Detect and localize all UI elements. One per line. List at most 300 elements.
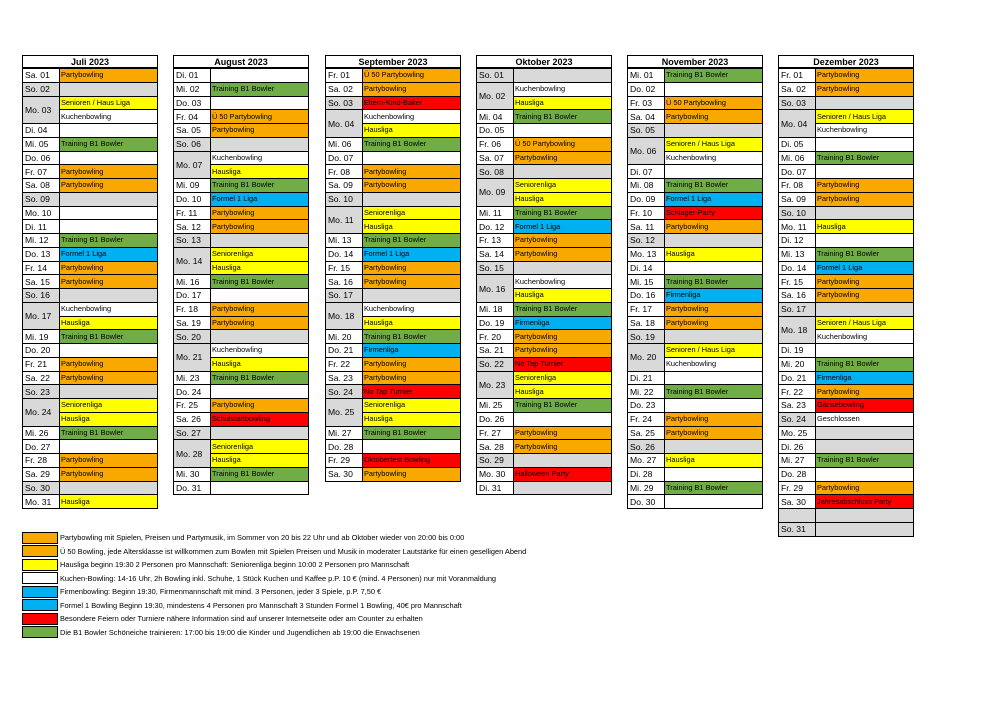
day-row: [779, 467, 914, 481]
day-row: [23, 289, 158, 303]
day-label: Mo. 04: [779, 110, 816, 138]
day-row: [174, 275, 309, 289]
day-row: [326, 137, 461, 151]
event-cell: Formel 1 Liga: [60, 247, 158, 261]
day-label: Mo. 25: [779, 426, 816, 440]
event-cell: Kuchenbowling: [60, 302, 158, 316]
day-row: [628, 69, 763, 83]
legend-swatch: [22, 586, 58, 598]
event-cell: [816, 426, 914, 440]
day-row: [174, 234, 309, 248]
day-row: [779, 522, 914, 536]
event-cell: Partybowling: [514, 440, 612, 454]
day-label: Do. 05: [477, 124, 514, 138]
legend-swatch: [22, 626, 58, 638]
day-row: [174, 399, 309, 413]
event-cell: Kuchenbowling: [665, 151, 763, 165]
event-cell: [665, 330, 763, 344]
day-label: Di. 04: [23, 124, 60, 138]
event-cell: Hausliga: [665, 454, 763, 468]
day-label: Fr. 11: [174, 206, 211, 220]
day-label: Sa. 23: [326, 371, 363, 385]
legend-row: [22, 572, 526, 586]
day-row: [779, 495, 914, 509]
day-row: [779, 206, 914, 220]
day-label: Sa. 16: [326, 275, 363, 289]
day-label: Sa. 08: [23, 179, 60, 193]
day-label: Do. 21: [326, 344, 363, 358]
day-row: [174, 192, 309, 206]
day-row: [779, 357, 914, 371]
day-label: Sa. 21: [477, 344, 514, 358]
day-label: Fr. 15: [326, 261, 363, 275]
event-cell: Schulstartbowling: [211, 412, 309, 426]
day-label: Mi. 30: [174, 467, 211, 481]
day-label: Fr. 07: [23, 165, 60, 179]
event-cell: [665, 399, 763, 413]
event-cell: Partybowling: [60, 165, 158, 179]
event-cell: Partybowling: [363, 357, 461, 371]
event-cell: Firmenliga: [665, 289, 763, 303]
day-label: Fr. 01: [779, 69, 816, 83]
day-label: Di. 01: [174, 69, 211, 83]
event-cell: Hausliga: [211, 357, 309, 371]
event-cell: Training B1 Bowler: [816, 247, 914, 261]
event-cell: [60, 206, 158, 220]
day-label: Do. 10: [174, 192, 211, 206]
day-row: [326, 454, 461, 468]
day-label: [779, 509, 816, 523]
day-row: [174, 179, 309, 193]
legend-row: [22, 585, 526, 599]
day-label: Mi. 20: [779, 357, 816, 371]
day-row: [326, 69, 461, 83]
event-cell: Partybowling: [816, 481, 914, 495]
day-row: [779, 82, 914, 96]
event-cell: [211, 69, 309, 83]
legend-text: Ü 50 Bowling, jede Altersklasse ist willkommen zum Bowlen mit Spielen Preisen und Musik in moderater Lautstärke für einen geselligen Abend: [60, 546, 527, 556]
event-cell: Hausliga: [363, 220, 461, 234]
event-cell: Partybowling: [363, 275, 461, 289]
event-cell: Training B1 Bowler: [363, 234, 461, 248]
day-row: [628, 192, 763, 206]
event-cell: Training B1 Bowler: [211, 179, 309, 193]
day-label: Sa. 18: [628, 316, 665, 330]
month-title: Oktober 2023: [476, 55, 612, 68]
day-label: So. 09: [23, 192, 60, 206]
legend-text: Besondere Feiern oder Turniere nähere Information sind auf unserer Internetseite oder am Counter zu erhalten: [60, 614, 423, 624]
day-label: Mo. 21: [174, 344, 211, 372]
day-row: [23, 440, 158, 454]
day-label: Sa. 11: [628, 220, 665, 234]
event-cell: Training B1 Bowler: [514, 399, 612, 413]
day-row: [628, 137, 763, 151]
event-cell: Seniorenliga: [514, 179, 612, 193]
event-cell: Hausliga: [514, 192, 612, 206]
legend-swatch: [22, 599, 58, 611]
day-label: Fr. 24: [628, 412, 665, 426]
day-label: Mi. 29: [628, 481, 665, 495]
event-cell: Partybowling: [514, 330, 612, 344]
day-row: [477, 357, 612, 371]
day-label: Mi. 02: [174, 82, 211, 96]
day-label: Fr. 28: [23, 454, 60, 468]
event-cell: Partybowling: [211, 220, 309, 234]
day-label: So. 23: [23, 385, 60, 399]
day-row: [326, 467, 461, 481]
day-label: Mi. 06: [326, 137, 363, 151]
day-row: [779, 371, 914, 385]
event-cell: Ü 50 Partybowling: [665, 96, 763, 110]
day-row: [477, 151, 612, 165]
day-label: Fr. 10: [628, 206, 665, 220]
month-table: [778, 68, 914, 537]
event-cell: Partybowling: [514, 344, 612, 358]
day-row: [174, 247, 309, 261]
month-5: [778, 55, 914, 537]
day-label: Mo. 18: [779, 316, 816, 344]
event-cell: [514, 165, 612, 179]
event-cell: Formel 1 Liga: [665, 192, 763, 206]
day-row: [477, 234, 612, 248]
event-cell: Partybowling: [665, 220, 763, 234]
day-row: [628, 399, 763, 413]
day-label: Sa. 05: [174, 124, 211, 138]
event-cell: Formel 1 Liga: [211, 192, 309, 206]
event-cell: Partybowling: [816, 179, 914, 193]
event-cell: [665, 165, 763, 179]
day-label: Mo. 03: [23, 96, 60, 124]
event-cell: Kuchenbowling: [665, 357, 763, 371]
day-label: Do. 30: [628, 495, 665, 509]
day-label: Mo. 31: [23, 495, 60, 509]
day-label: Fr. 08: [779, 179, 816, 193]
day-row: [174, 426, 309, 440]
day-label: Sa. 09: [326, 179, 363, 193]
event-cell: Schlager-Party: [665, 206, 763, 220]
day-row: [628, 454, 763, 468]
day-label: So. 03: [779, 96, 816, 110]
event-cell: Eltern-Kind-Baker: [363, 96, 461, 110]
event-cell: Senioren / Haus Liga: [816, 110, 914, 124]
day-label: Do. 09: [628, 192, 665, 206]
legend-text: Firmenbowling: Beginn 19:30, Firmenmannschaft mit mind. 3 Personen, jeder 3 Spiele, p.P. 7,50 €: [60, 587, 382, 597]
day-row: [326, 302, 461, 316]
day-row: [628, 179, 763, 193]
event-cell: Partybowling: [665, 412, 763, 426]
day-label: Di. 21: [628, 371, 665, 385]
day-row: [326, 344, 461, 358]
event-cell: Formel 1 Liga: [514, 220, 612, 234]
event-cell: Training B1 Bowler: [363, 426, 461, 440]
event-cell: Jahresabschluss Party: [816, 495, 914, 509]
event-cell: [665, 371, 763, 385]
day-label: Mi. 19: [23, 330, 60, 344]
day-label: So. 05: [628, 124, 665, 138]
event-cell: [816, 522, 914, 536]
event-cell: Training B1 Bowler: [816, 357, 914, 371]
legend-swatch: [22, 572, 58, 584]
event-cell: Oktoberfest Bowling: [363, 454, 461, 468]
event-cell: Training B1 Bowler: [514, 206, 612, 220]
day-row: [23, 165, 158, 179]
day-row: [477, 206, 612, 220]
day-label: Do. 14: [779, 261, 816, 275]
event-cell: Formel 1 Liga: [816, 261, 914, 275]
day-row: [779, 412, 914, 426]
day-label: Do. 07: [326, 151, 363, 165]
day-label: So. 10: [326, 192, 363, 206]
day-label: Mi. 18: [477, 302, 514, 316]
day-label: Di. 12: [779, 234, 816, 248]
event-cell: Seniorenliga: [60, 399, 158, 413]
day-row: [326, 192, 461, 206]
day-row: [779, 302, 914, 316]
day-label: Mi. 16: [174, 275, 211, 289]
day-row: [477, 110, 612, 124]
day-row: [23, 69, 158, 83]
day-row: [628, 124, 763, 138]
event-cell: Training B1 Bowler: [363, 330, 461, 344]
month-2: [325, 55, 461, 482]
legend: [22, 531, 526, 639]
event-cell: [665, 495, 763, 509]
event-cell: Hausliga: [816, 220, 914, 234]
day-label: Do. 24: [174, 385, 211, 399]
day-row: [174, 96, 309, 110]
day-label: Di. 26: [779, 440, 816, 454]
event-cell: Partybowling: [816, 69, 914, 83]
day-label: Do. 31: [174, 481, 211, 495]
event-cell: [816, 302, 914, 316]
day-label: So. 02: [23, 82, 60, 96]
day-row: [779, 96, 914, 110]
day-label: Mo. 02: [477, 82, 514, 110]
legend-text: Die B1 Bowler Schöneiche trainieren: 17:00 bis 19:00 die Kinder und Jugendlichen ab 19:00 die Erwachsenen: [60, 627, 420, 637]
day-label: Fr. 29: [779, 481, 816, 495]
event-cell: Training B1 Bowler: [211, 275, 309, 289]
day-row: [477, 165, 612, 179]
day-row: [23, 330, 158, 344]
day-label: Mi. 27: [779, 454, 816, 468]
event-cell: Training B1 Bowler: [211, 467, 309, 481]
event-cell: Partybowling: [60, 179, 158, 193]
day-row: [174, 467, 309, 481]
day-row: [779, 151, 914, 165]
day-row: [23, 206, 158, 220]
day-label: Fr. 08: [326, 165, 363, 179]
day-label: Do. 21: [779, 371, 816, 385]
day-label: Fr. 17: [628, 302, 665, 316]
event-cell: Partybowling: [211, 206, 309, 220]
day-label: Mi. 01: [628, 69, 665, 83]
day-label: Do. 26: [477, 412, 514, 426]
day-row: [23, 454, 158, 468]
event-cell: Kuchenbowling: [60, 110, 158, 124]
event-cell: [514, 69, 612, 83]
day-row: [326, 110, 461, 124]
day-label: Mi. 12: [23, 234, 60, 248]
day-row: [174, 206, 309, 220]
day-row: [174, 385, 309, 399]
event-cell: Partybowling: [363, 261, 461, 275]
event-cell: Seniorenliga: [363, 399, 461, 413]
day-row: [326, 426, 461, 440]
day-row: [628, 412, 763, 426]
legend-swatch: [22, 613, 58, 625]
day-label: Mo. 30: [477, 467, 514, 481]
day-row: [23, 426, 158, 440]
day-label: Do. 02: [628, 82, 665, 96]
day-label: So. 06: [174, 137, 211, 151]
event-cell: [816, 137, 914, 151]
event-cell: Senioren / Haus Liga: [665, 344, 763, 358]
day-row: [326, 179, 461, 193]
day-row: [23, 481, 158, 495]
day-row: [628, 316, 763, 330]
event-cell: Firmenliga: [514, 316, 612, 330]
day-row: [477, 481, 612, 495]
month-1: [173, 55, 309, 495]
event-cell: Partybowling: [363, 82, 461, 96]
event-cell: Partybowling: [60, 275, 158, 289]
day-row: [628, 495, 763, 509]
legend-text: Kuchen-Bowling: 14-16 Uhr, 2h Bowling inkl. Schuhe, 1 Stück Kuchen und Kaffee p.P. 10 € (mind. 4 Personen) nur mit Voranmaldung: [60, 573, 497, 583]
event-cell: Hausliga: [60, 316, 158, 330]
day-row: [477, 399, 612, 413]
day-row: [477, 82, 612, 96]
event-cell: No Tap Turnier: [363, 385, 461, 399]
day-label: Mi. 22: [628, 385, 665, 399]
day-row: [779, 385, 914, 399]
event-cell: [211, 137, 309, 151]
day-label: Fr. 15: [779, 275, 816, 289]
day-row: [779, 179, 914, 193]
day-row: [779, 110, 914, 124]
day-label: So. 31: [779, 522, 816, 536]
legend-row: [22, 612, 526, 626]
event-cell: Ü 50 Partybowling: [514, 137, 612, 151]
day-label: Do. 28: [779, 467, 816, 481]
month-table: [173, 68, 309, 495]
day-row: [628, 385, 763, 399]
day-label: Sa. 19: [174, 316, 211, 330]
event-cell: Hausliga: [514, 385, 612, 399]
day-row: [477, 467, 612, 481]
day-row: [628, 96, 763, 110]
event-cell: Partybowling: [211, 316, 309, 330]
day-label: So. 17: [326, 289, 363, 303]
event-cell: Partybowling: [60, 357, 158, 371]
event-cell: [211, 385, 309, 399]
day-label: Fr. 06: [477, 137, 514, 151]
day-label: Mo. 17: [23, 302, 60, 330]
event-cell: [665, 467, 763, 481]
day-row: [628, 330, 763, 344]
event-cell: [363, 192, 461, 206]
event-cell: [514, 261, 612, 275]
legend-row: [22, 626, 526, 640]
day-row: [477, 440, 612, 454]
day-label: Mo. 11: [779, 220, 816, 234]
event-cell: Training B1 Bowler: [665, 179, 763, 193]
day-label: So. 01: [477, 69, 514, 83]
event-cell: [816, 96, 914, 110]
day-label: So. 24: [326, 385, 363, 399]
day-row: [23, 234, 158, 248]
event-cell: [60, 440, 158, 454]
event-cell: [665, 261, 763, 275]
day-label: Di. 11: [23, 220, 60, 234]
event-cell: Hausliga: [363, 412, 461, 426]
day-label: Mo. 27: [628, 454, 665, 468]
event-cell: Partybowling: [211, 124, 309, 138]
legend-text: Formel 1 Bowling Beginn 19:30, mindestens 4 Personen pro Mannschaft 3 Stunden Formel 1 Bowling, 40€ pro Mannschaft: [60, 600, 462, 610]
event-cell: Kuchenbowling: [514, 82, 612, 96]
legend-swatch: [22, 532, 58, 544]
day-label: Sa. 04: [628, 110, 665, 124]
event-cell: Training B1 Bowler: [665, 275, 763, 289]
day-row: [628, 302, 763, 316]
day-row: [23, 467, 158, 481]
day-row: [477, 316, 612, 330]
event-cell: Training B1 Bowler: [60, 234, 158, 248]
day-row: [326, 275, 461, 289]
event-cell: [60, 385, 158, 399]
day-label: So. 15: [477, 261, 514, 275]
day-label: So. 13: [174, 234, 211, 248]
day-label: Mo. 10: [23, 206, 60, 220]
event-cell: [665, 440, 763, 454]
event-cell: Hausliga: [211, 165, 309, 179]
day-label: Do. 19: [477, 316, 514, 330]
day-label: Fr. 29: [326, 454, 363, 468]
event-cell: [211, 234, 309, 248]
month-title: September 2023: [325, 55, 461, 68]
day-row: [23, 261, 158, 275]
event-cell: Partybowling: [363, 467, 461, 481]
day-row: [174, 330, 309, 344]
day-label: Do. 12: [477, 220, 514, 234]
day-row: [477, 275, 612, 289]
day-label: Mi. 09: [174, 179, 211, 193]
event-cell: [816, 467, 914, 481]
event-cell: Partybowling: [60, 454, 158, 468]
event-cell: Partybowling: [514, 247, 612, 261]
day-row: [326, 261, 461, 275]
month-3: [476, 55, 612, 495]
event-cell: Senioren / Haus Liga: [60, 96, 158, 110]
event-cell: Kuchenbowling: [211, 344, 309, 358]
event-cell: [514, 454, 612, 468]
day-label: Do. 14: [326, 247, 363, 261]
event-cell: Training B1 Bowler: [514, 110, 612, 124]
event-cell: [816, 440, 914, 454]
day-label: Fr. 25: [174, 399, 211, 413]
day-label: Di. 07: [628, 165, 665, 179]
day-row: [477, 137, 612, 151]
day-label: Di. 31: [477, 481, 514, 495]
event-cell: Partybowling: [816, 385, 914, 399]
day-label: Sa. 12: [174, 220, 211, 234]
event-cell: Partybowling: [665, 426, 763, 440]
day-row: [174, 110, 309, 124]
day-row: [174, 69, 309, 83]
event-cell: Halloween Party: [514, 467, 612, 481]
day-row: [628, 467, 763, 481]
day-row: [628, 261, 763, 275]
event-cell: [60, 151, 158, 165]
